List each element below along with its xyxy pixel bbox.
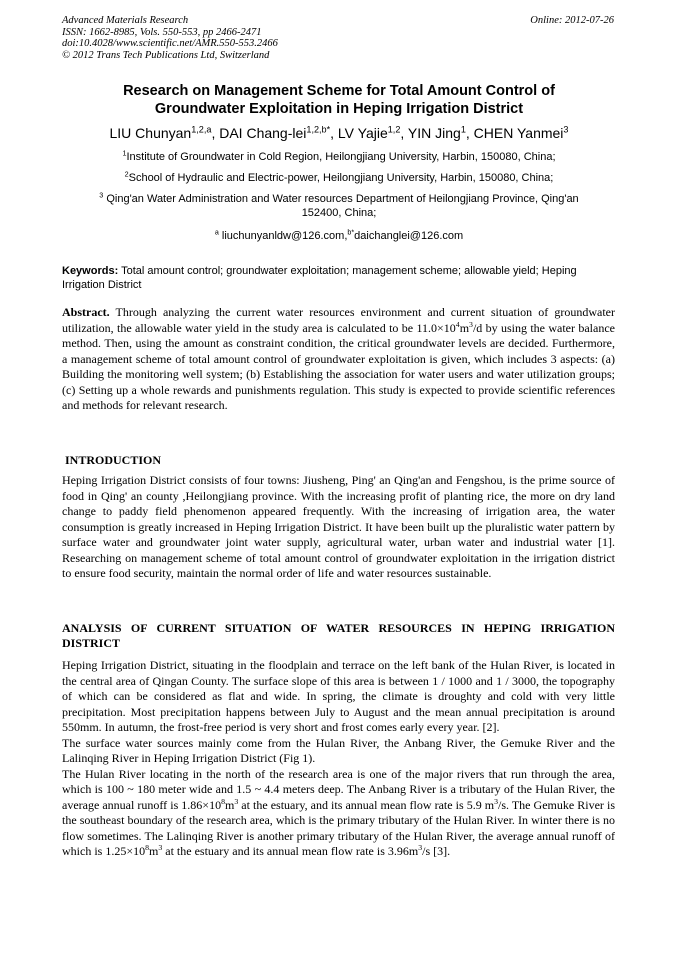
abstract-sup: 3 <box>469 319 473 329</box>
abstract-text: /d by using the water balance method. Then, using the amount as constraint condition, the critical groundwater levels are decided. Furthermore, a management scheme of total amount control of groundwater exploitation is given, which includes 3 aspects: (a) Building the monitoring well system; (b) Establishing the association for water users and water utilization groups; (c) Setting up a whole rewards and punishments regulation. This study is expected to provide scientific references and methods for relevant research. <box>62 320 615 412</box>
abstract-label: Abstract. <box>62 305 110 319</box>
author-name: , DAI Chang-lei <box>211 125 307 141</box>
paper-title <box>62 82 616 118</box>
author-sup: 1,2,a <box>191 124 212 135</box>
analysis-text-run: m <box>149 844 159 858</box>
analysis-sup: 3 <box>418 843 423 852</box>
abstract <box>62 305 615 414</box>
affiliation-text: School of Hydraulic and Electric-power, Heilongjiang University, Harbin, 150080, China; <box>128 172 554 184</box>
author-name: LIU Chunyan <box>109 125 192 141</box>
affiliation-sup: 1 <box>122 149 127 158</box>
journal-header <box>62 15 278 61</box>
keywords-text: Total amount control; groundwater exploitation; management scheme; allowable yield; Heping Irrigation District <box>62 265 577 291</box>
keywords-label: Keywords: <box>62 265 119 277</box>
analysis-text-run: at the estuary, and its annual mean flow rate is 5.9 m <box>238 797 495 812</box>
affiliation-text: Institute of Groundwater in Cold Region, Heilongjiang University, Harbin, 150080, China; <box>126 151 556 163</box>
journal-issn: ISSN: 1662-8985, Vols. 550-553, pp 2466-2471 <box>62 26 262 38</box>
affiliation-text: Qing'an Water Administration and Water resources Department of Heilongjiang Province, Qing'an <box>103 193 579 205</box>
author-sup: 1,2,b* <box>306 124 331 135</box>
affiliation-2 <box>52 171 626 185</box>
analysis-text-run: at the estuary and its annual mean flow rate is 3.96m <box>162 844 419 858</box>
email-link[interactable]: daichanglei@126.com <box>354 230 464 242</box>
analysis-paragraph-1: Heping Irrigation District, situating in the floodplain and terrace on the left bank of the Hulan River, is located in the central area of Qingan County. The surface slope of this area is between 1 / 1000 and 1 / 3000, the topography of which can be considered as flat and wide. In spring, the climate is droughty and cold with very little precipitation. Most precipitation happens between July to August and the mean annual precipitation is around 550mm. In autumn, the frost-free period is very short and frost comes early every year. [2]. <box>62 658 615 734</box>
analysis-sup: 3 <box>494 796 498 806</box>
email-sup: b* <box>347 228 355 237</box>
affiliation-1 <box>52 150 626 164</box>
journal-name: Advanced Materials Research <box>62 15 189 26</box>
journal-copyright: © 2012 Trans Tech Publications Ltd, Switzerland <box>62 49 270 61</box>
abstract-text: Through analyzing the current water resources environment and current situation of groundwater utilization, the allowable water yield in the study area is calculated to be 11.0×10 <box>62 305 615 335</box>
analysis-text-run: /s [3]. <box>422 844 451 858</box>
analysis-sup: 8 <box>221 796 225 806</box>
author-sup: 1,2 <box>387 124 401 135</box>
title-line-2: Groundwater Exploitation in Heping Irrigation District <box>154 101 524 117</box>
affiliation-text-cont: 152400, China; <box>301 207 377 219</box>
affiliation-sup: 2 <box>124 170 129 179</box>
author-name: , YIN Jing <box>400 125 461 141</box>
author-sup: 3 <box>563 124 569 135</box>
analysis-sup: 3 <box>158 843 163 852</box>
analysis-sup: 8 <box>145 843 150 852</box>
journal-doi: doi:10.4028/www.scientific.net/AMR.550-553.2466 <box>62 38 278 49</box>
email-link[interactable]: liuchunyanldw@126.com, <box>218 230 348 242</box>
analysis-text-run: m <box>224 797 235 812</box>
title-line-1: Research on Management Scheme for Total Amount Control of <box>123 83 555 99</box>
analysis-paragraph-3 <box>62 767 615 860</box>
email-sup: a <box>214 228 219 237</box>
analysis-sup: 3 <box>234 796 239 806</box>
analysis-text <box>62 658 615 860</box>
analysis-heading: ANALYSIS OF CURRENT SITUATION OF WATER RESOURCES IN HEPING IRRIGATION DISTRICT <box>62 621 615 650</box>
analysis-paragraph-2: The surface water sources mainly come from the Hulan River, the Anbang River, the Gemuke River and the Lalinqing River in Heping Irrigation District (Fig 1). <box>62 735 615 765</box>
author-list <box>40 124 638 142</box>
introduction-heading: INTRODUCTION <box>65 453 162 467</box>
introduction-text: Heping Irrigation District consists of four towns: Jiusheng, Ping' an Qing'an and Fengshou, is the prime source of food in Qing' an county ,Heilongjiang province. With the increasing profit of planting rice, the more on dry land change to paddy field phenomenon appeared frequently. With the increasing of irrigation area, the water consumption is greatly increased in Heping Irrigation District. It have been built up the pluralistic water pattern by surface water and groundwater joint water supply, agricultural water, urban water and industrial water [1]. Researching on management scheme of total amount control of groundwater exploitation in the irrigation district to ensure food security, maintain the normal order of life and water resources sustainable. <box>62 473 615 580</box>
abstract-sup: 4 <box>455 319 460 329</box>
keywords <box>62 264 618 292</box>
affiliation-sup: 3 <box>99 191 104 200</box>
abstract-text: m <box>459 320 470 335</box>
online-date-text: Online: 2012-07-26 <box>530 15 614 26</box>
author-sup: 1 <box>460 124 466 135</box>
analysis-text-run: /s. The Gemuke River is the southeast boundary of the research area, which is the primary tributary of the Hulan River. In winter there is no flow sometimes. The Lalinqing River is another primary tributary of the Hulan River, the average annual runoff of which is 1.25×10 <box>62 797 615 858</box>
analysis-text-run: The Hulan River locating in the north of the research area is one of the major rivers that run through the area, which is 100 ~ 180 meter wide and 1.5 ~ 4.4 meters deep. The Anbang River is a tributary of the Hulan River, the average annual runoff is 1.86×10 <box>62 766 615 812</box>
affiliation-3 <box>52 192 626 220</box>
author-name: , CHEN Yanmei <box>465 125 564 141</box>
online-date <box>530 15 614 27</box>
email-line <box>52 229 626 243</box>
author-name: , LV Yajie <box>330 125 388 141</box>
